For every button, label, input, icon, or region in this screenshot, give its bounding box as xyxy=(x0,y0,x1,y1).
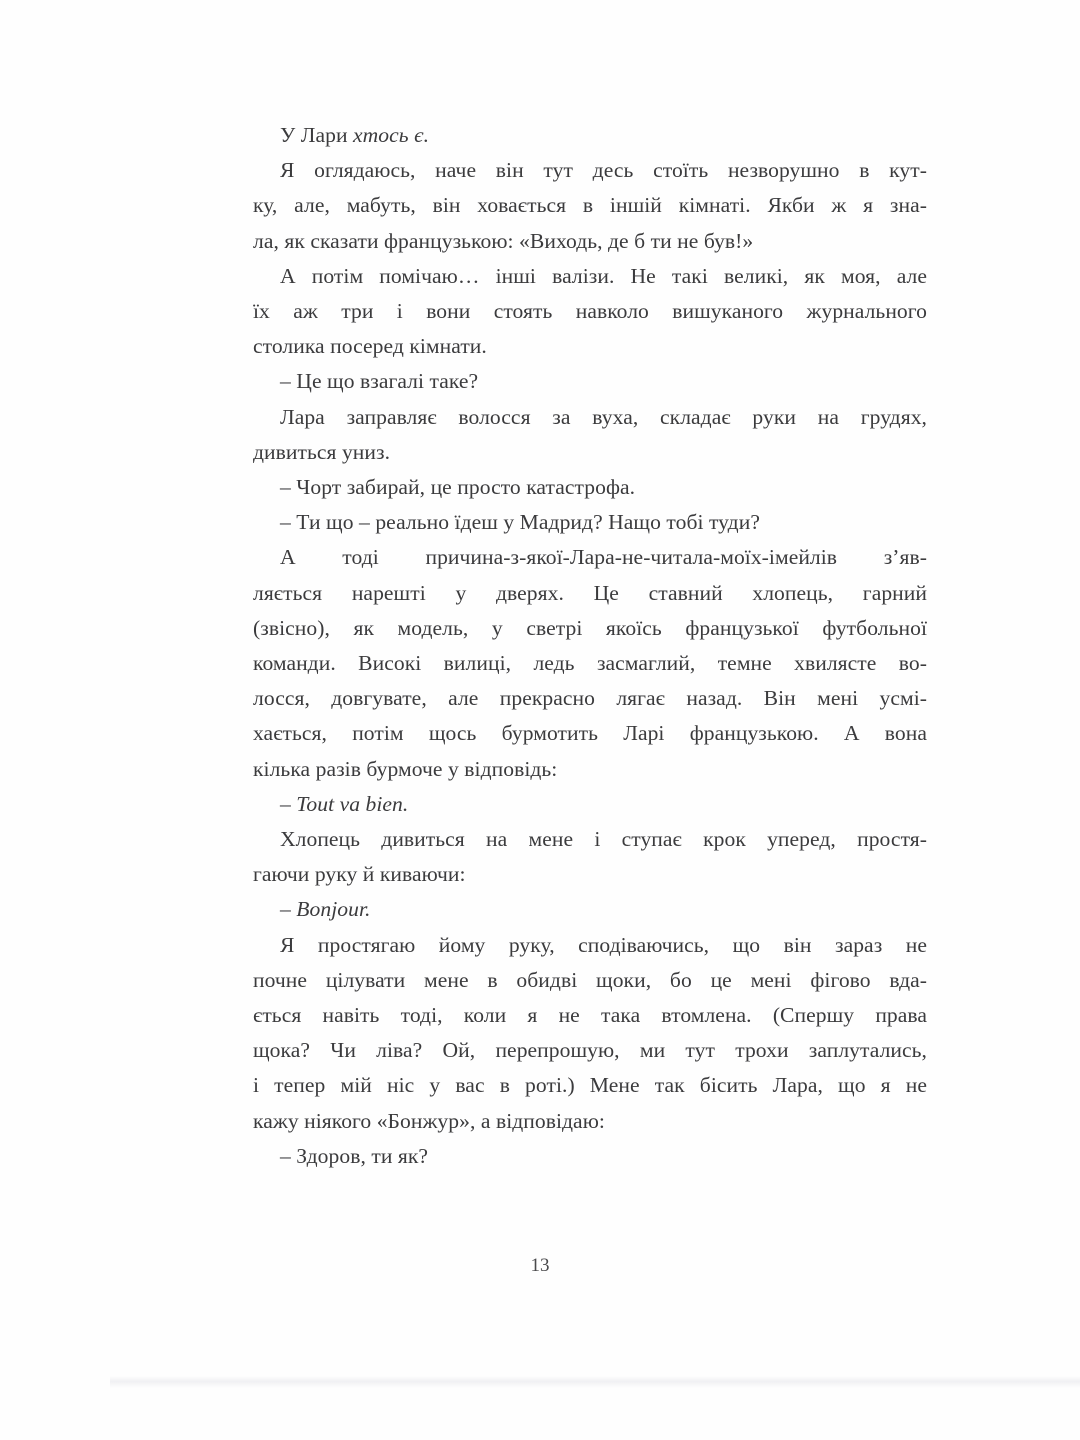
text-line xyxy=(253,1068,927,1103)
text-run: кажу ніякого «Бонжур», а відповідаю: xyxy=(253,1108,605,1133)
text-run: Я простягаю йому руку, сподіваючись, що він зараз не xyxy=(280,932,927,957)
text-run: ла, як сказати французькою: «Виходь, де б ти не був!» xyxy=(253,228,754,253)
text-line xyxy=(253,259,927,294)
text-run: команди. Високі вилиці, ледь засмаглий, темне хвилясте во- xyxy=(253,651,927,676)
text-line xyxy=(253,329,927,364)
text-run: Я оглядаюсь, наче він тут десь стоїть незворушно в кут- xyxy=(280,158,927,183)
text-line xyxy=(253,1033,927,1068)
text-line xyxy=(253,153,927,188)
text-line xyxy=(253,576,927,611)
text-line xyxy=(253,364,927,399)
text-run: кілька разів бурмоче у відповідь: xyxy=(253,756,558,781)
text-run: У Лари xyxy=(280,123,354,147)
italic-run: Bonjour. xyxy=(296,897,371,922)
text-line xyxy=(253,224,927,259)
text-run: їх аж три і вони стоять навколо вишуканого журнального xyxy=(253,299,927,324)
text-line xyxy=(253,1104,927,1139)
text-run: хається, потім щось бурмотить Ларі французькою. А вона xyxy=(253,721,927,746)
text-line xyxy=(253,188,927,223)
text-run: Хлопець дивиться на мене і ступає крок уперед, простя- xyxy=(280,827,927,852)
text-run: – Це що взагалі таке? xyxy=(280,369,479,394)
text-line xyxy=(253,998,927,1033)
text-run: – Чорт забирай, це просто катастрофа. xyxy=(280,475,636,500)
text-run: А потім помічаю… інші валізи. Не такі великі, як моя, але xyxy=(280,263,927,288)
text-run: столика посеред кімнати. xyxy=(253,334,487,359)
text-run: дивиться униз. xyxy=(253,439,391,464)
text-run: А тоді причина-з-якої-Лара-не-читала-моїх-імейлів з’яв- xyxy=(280,545,927,570)
text-line xyxy=(253,1139,927,1174)
text-line xyxy=(253,892,927,927)
text-run: щока? Чи ліва? Ой, перепрошую, ми тут трохи заплутались, xyxy=(253,1038,927,1063)
text-run: ку, але, мабуть, він ховається в іншій кімнаті. Якби ж я зна- xyxy=(253,193,927,218)
text-line xyxy=(253,928,927,963)
page-number: 13 xyxy=(530,1255,550,1276)
text-line xyxy=(253,435,927,470)
text-run: (звісно), як модель, у светрі якоїсь французької футбольної xyxy=(253,615,927,640)
text-line xyxy=(253,857,927,892)
text-line xyxy=(253,540,927,575)
text-run: лосся, довгувате, але прекрасно лягає назад. Він мені усмі- xyxy=(253,686,927,711)
text-run: – xyxy=(280,791,297,816)
text-run: гаючи руку й киваючи: xyxy=(253,862,466,887)
text-line xyxy=(253,505,927,540)
text-line xyxy=(253,294,927,329)
text-line xyxy=(253,787,927,822)
text-line xyxy=(253,611,927,646)
text-line xyxy=(253,716,927,751)
italic-run: хтось є. xyxy=(353,123,430,147)
text-run: – Здоров, ти як? xyxy=(280,1143,429,1168)
italic-run: Tout va bien. xyxy=(296,791,409,816)
text-line xyxy=(253,681,927,716)
text-line xyxy=(253,752,927,787)
text-line xyxy=(253,963,927,998)
text-line xyxy=(253,646,927,681)
text-run: – Ти що – реально їдеш у Мадрид? Нащо тобі туди? xyxy=(280,510,760,535)
text-run: почне цілувати мене в обидві щоки, бо це мені фігово вда- xyxy=(253,967,927,992)
text-line xyxy=(253,400,927,435)
text-run: ляється нарешті у дверях. Це ставний хлопець, гарний xyxy=(253,580,927,605)
body-text-block xyxy=(253,118,927,1174)
text-line xyxy=(253,822,927,857)
text-run: – xyxy=(280,897,297,922)
text-run: і тепер мій ніс у вас в роті.) Мене так бісить Лара, що я не xyxy=(253,1073,927,1098)
text-line xyxy=(253,118,927,153)
text-run: ється навіть тоді, коли я не така втомлена. (Спершу права xyxy=(253,1003,927,1028)
text-run: Лара заправляє волосся за вуха, складає руки на грудях, xyxy=(280,404,927,429)
text-line xyxy=(253,470,927,505)
paper-edge-shading xyxy=(110,1376,1080,1388)
